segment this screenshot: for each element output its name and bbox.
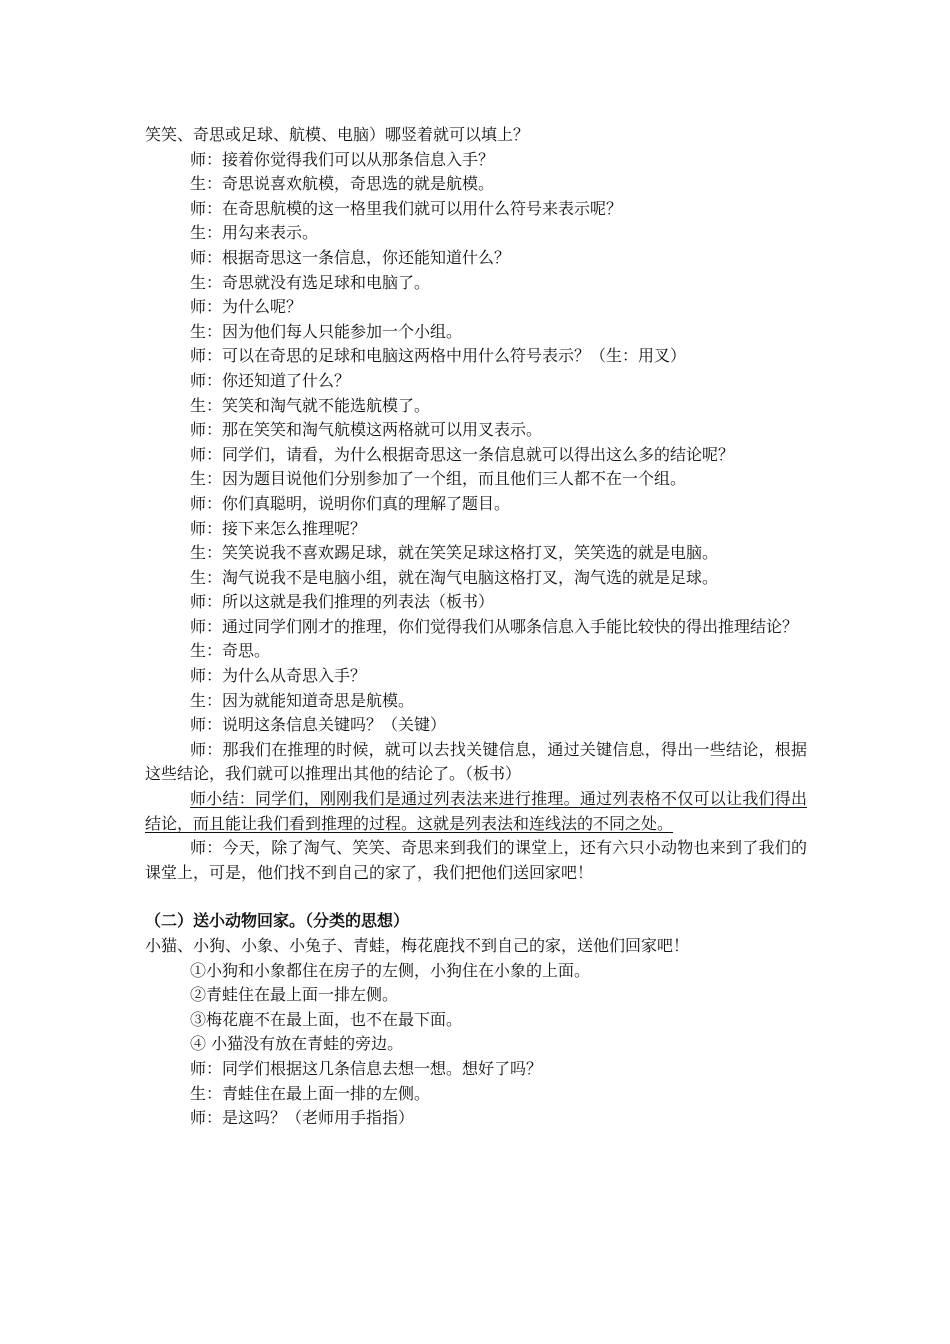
dialogue-line: 师：你们真聪明，说明你们真的理解了题目。 — [190, 493, 511, 513]
text-line: 笑笑、奇思或足球、航模、电脑）哪竖着就可以填上？ — [145, 125, 530, 144]
clue-line: ①小狗和小象都住在房子的左侧，小狗住在小象的上面。 — [190, 960, 591, 980]
dialogue-line: 生：因为就能知道奇思是航模。 — [190, 690, 415, 710]
dialogue-paragraph: 师：今天，除了淘气、笑笑、奇思来到我们的课堂上，还有六只小动物也来到了我们的课堂上，可是，他们找不到自己的家了，我们把他们送回家吧！ — [145, 838, 807, 882]
dialogue-line: 师：根据奇思这一条信息，你还能知道什么？ — [190, 247, 511, 267]
dialogue-line: 生：奇思就没有选足球和电脑了。 — [190, 272, 431, 292]
dialogue-line: 师：同学们根据这几条信息去想一想。想好了吗？ — [190, 1058, 543, 1078]
dialogue-line: 师：为什么呢？ — [190, 297, 303, 317]
dialogue-line: 生：奇思说喜欢航模，奇思选的就是航模。 — [190, 174, 495, 194]
dialogue-line: 师：那在笑笑和淘气航模这两格就可以用叉表示。 — [190, 420, 543, 440]
dialogue-line: 师：是这吗？（老师用手指指） — [190, 1108, 415, 1128]
clue-line: ④ 小猫没有放在青蛙的旁边。 — [190, 1034, 404, 1054]
dialogue-line: 生：笑笑说我不喜欢踢足球，就在笑笑足球这格打叉，笑笑选的就是电脑。 — [190, 543, 719, 563]
dialogue-line: 师：所以这就是我们推理的列表法（板书） — [190, 592, 495, 612]
dialogue-line: 师：为什么从奇思入手？ — [190, 666, 367, 686]
section-intro-line: 小猫、小狗、小象、小兔子、青蛙，梅花鹿找不到自己的家，送他们回家吧！ — [145, 936, 690, 955]
dialogue-line: 生：笑笑和淘气就不能选航模了。 — [190, 395, 431, 415]
dialogue-line: 生：淘气说我不是电脑小组，就在淘气电脑这格打叉，淘气选的就是足球。 — [190, 567, 719, 587]
dialogue-paragraph: 师：通过同学们刚才的推理，你们觉得我们从哪条信息入手能比较快的得出推理结论？ — [190, 616, 799, 636]
clue-line: ②青蛙住在最上面一排左侧。 — [190, 985, 399, 1005]
dialogue-line: 师：接下来怎么推理呢？ — [190, 518, 367, 538]
section-heading: （二）送小动物回家。（分类的思想） — [145, 911, 410, 931]
dialogue-paragraph: 师：那我们在推理的时候，就可以去找关键信息，通过关键信息，得出一些结论，根据这些结论，我们就可以推理出其他的结论了。（板书） — [145, 739, 807, 784]
dialogue-line: 师：可以在奇思的足球和电脑这两格中用什么符号表示？（生：用叉） — [190, 346, 687, 366]
dialogue-line: 生：因为他们每人只能参加一个小组。 — [190, 321, 463, 341]
dialogue-line: 师：接着你觉得我们可以从那条信息入手？ — [190, 149, 495, 169]
dialogue-line: 师：在奇思航模的这一格里我们就可以用什么符号来表示呢？ — [190, 198, 623, 218]
dialogue-line: 师：说明这条信息关键吗？（关键） — [190, 715, 447, 735]
dialogue-line: 生：因为题目说他们分别参加了一个组，而且他们三人都不在一个组。 — [190, 469, 687, 489]
teacher-summary-paragraph: 师小结：同学们，刚刚我们是通过列表法来进行推理。通过列表格不仅可以让我们得出结论，而且能让我们看到推理的过程。这就是列表法和连线法的不同之处。 — [145, 789, 807, 833]
dialogue-line: 生：奇思。 — [190, 641, 271, 661]
dialogue-line: 生：用勾来表示。 — [190, 223, 319, 243]
document-body — [145, 123, 807, 1131]
dialogue-line: 师：你还知道了什么？ — [190, 370, 351, 390]
clue-line: ③梅花鹿不在最上面，也不在最下面。 — [190, 1009, 463, 1029]
dialogue-paragraph: 师：同学们，请看，为什么根据奇思这一条信息就可以得出这么多的结论呢？ — [190, 444, 735, 464]
dialogue-line: 生：青蛙住在最上面一排的左侧。 — [190, 1083, 431, 1103]
